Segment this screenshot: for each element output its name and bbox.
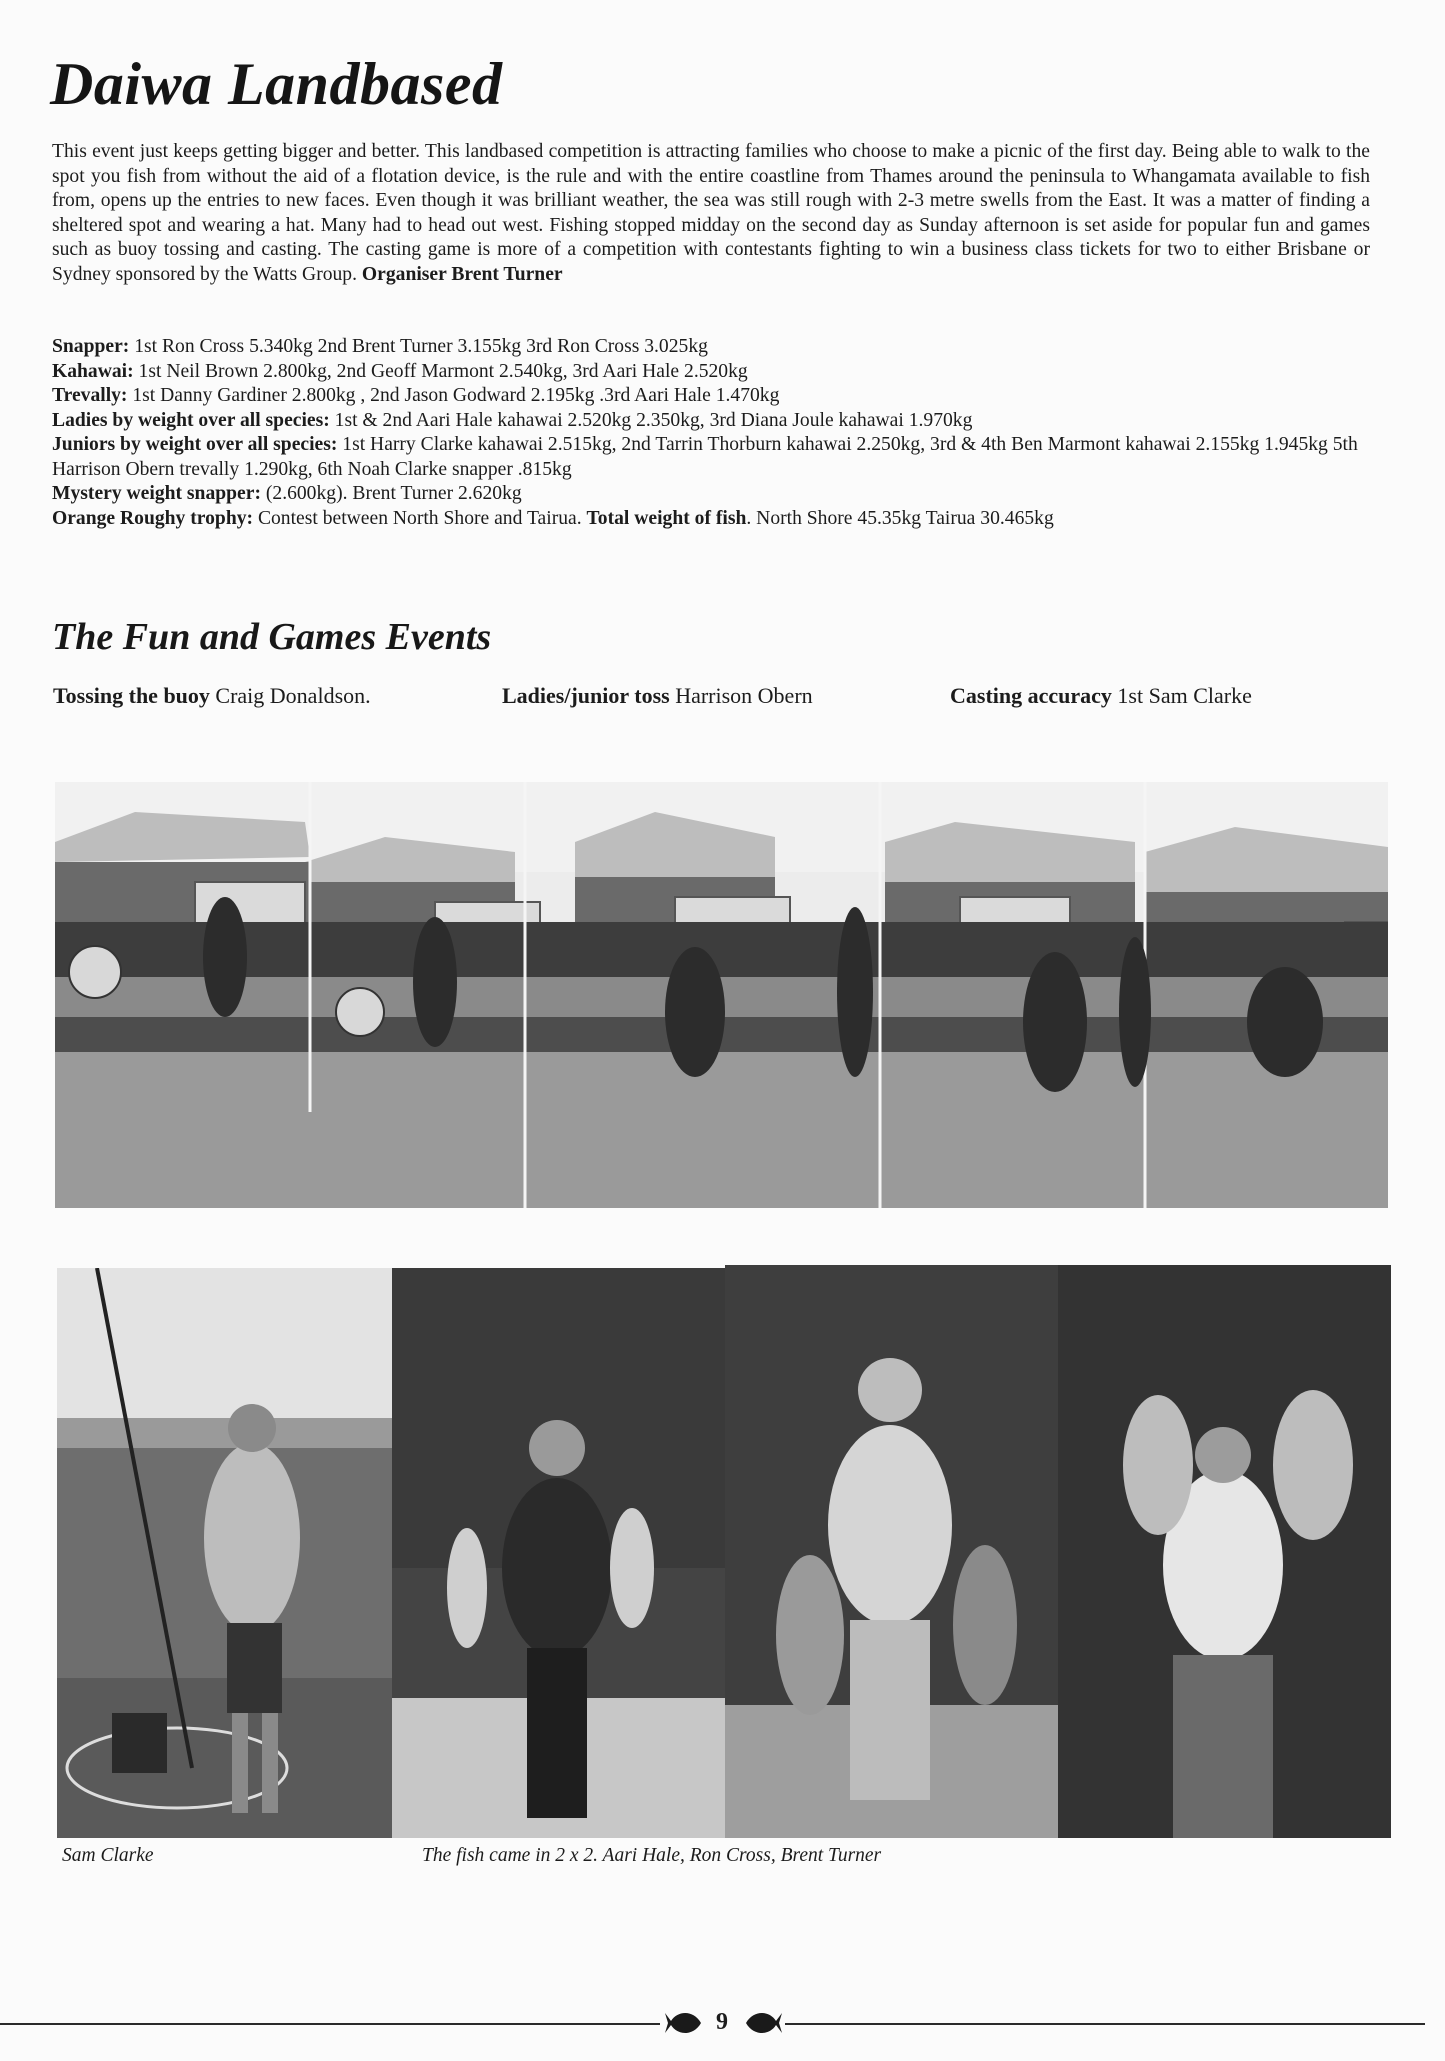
result-mystery: Mystery weight snapper: (2.600kg). Brent Turner 2.620kg [52,483,522,504]
footer-rule-left [0,2023,660,2025]
result-ladies: Ladies by weight over all species: 1st & 2nd Aari Hale kahawai 2.520kg 2.350kg, 3rd Diana Joule kahawai 1.970kg [52,409,973,431]
caption-fish-winners: The fish came in 2 x 2. Aari Hale, Ron Cross, Brent Turner [422,1845,882,1866]
result-juniors: Juniors by weight over all species: 1st Harry Clarke kahawai 2.515kg, 2nd Tarrin Thorburn kahawai 2.250kg, 3rd & 4th Ben Marmont kahawai 2.155kg 1.945kg 5th Harrison Obern trevally 1.290kg, 6th Noah Clarke snapper .815kg [52,434,1358,480]
caption-sam-clarke: Sam Clarke [62,1845,154,1866]
buoy-toss-sequence-photo [55,782,1388,1208]
fish-icon [665,2005,705,2041]
page-number: 9 [716,2009,728,2035]
result-orange-roughy: Orange Roughy trophy: Contest between North Shore and Tairua. Total weight of fish. North Shore 45.35kg Tairua 30.465kg [52,507,1054,529]
fish-icon [742,2005,782,2041]
result-kahawai: Kahawai: 1st Neil Brown 2.800kg, 2nd Geoff Marmont 2.540kg, 3rd Aari Hale 2.520kg [52,360,748,382]
brent-turner-photo [1058,1265,1391,1838]
event-tossing-buoy: Tossing the buoy Craig Donaldson. [53,683,371,708]
page-title: Daiwa Landbased [50,51,503,117]
footer-rule-right [785,2023,1425,2025]
sam-clarke-photo [57,1268,392,1838]
results-list [52,335,1382,531]
event-ladies-junior-toss: Ladies/junior toss Harrison Obern [502,683,813,708]
section-heading-fun-games: The Fun and Games Events [52,616,492,658]
event-casting-accuracy: Casting accuracy 1st Sam Clarke [950,683,1252,708]
intro-text: This event just keeps getting bigger and better. This landbased competition is attracting families who choose to make a picnic of the first day. Being able to walk to the spot you fish from without the aid of a flotation device, is the rule and with the entire coastline from Thames around the peninsula to Whangamata available to fish from, opens up the entries to new faces. Even though it was brilliant weather, the sea was still rough with 2-3 metre swells from the East. It was a matter of finding a sheltered spot and wearing a hat. Many had to head out west. Fishing stopped midday on the second day as Sunday afternoon is set aside for popular fun and games such as buoy tossing and casting. The casting game is more of a competition with contestants fighting to win a business class tickets for two to either Brisbane or Sydney sponsored by the Watts Group. [52,141,1370,285]
result-snapper: Snapper: 1st Ron Cross 5.340kg 2nd Brent Turner 3.155kg 3rd Ron Cross 3.025kg [52,336,708,357]
aari-hale-photo [392,1268,725,1838]
result-trevally: Trevally: 1st Danny Gardiner 2.800kg , 2nd Jason Godward 2.195kg .3rd Aari Hale 1.470kg [52,385,780,406]
ron-cross-photo [725,1265,1058,1838]
organiser-credit: Organiser Brent Turner [361,263,563,285]
page-footer [0,2005,1445,2045]
intro-paragraph [52,140,1370,288]
